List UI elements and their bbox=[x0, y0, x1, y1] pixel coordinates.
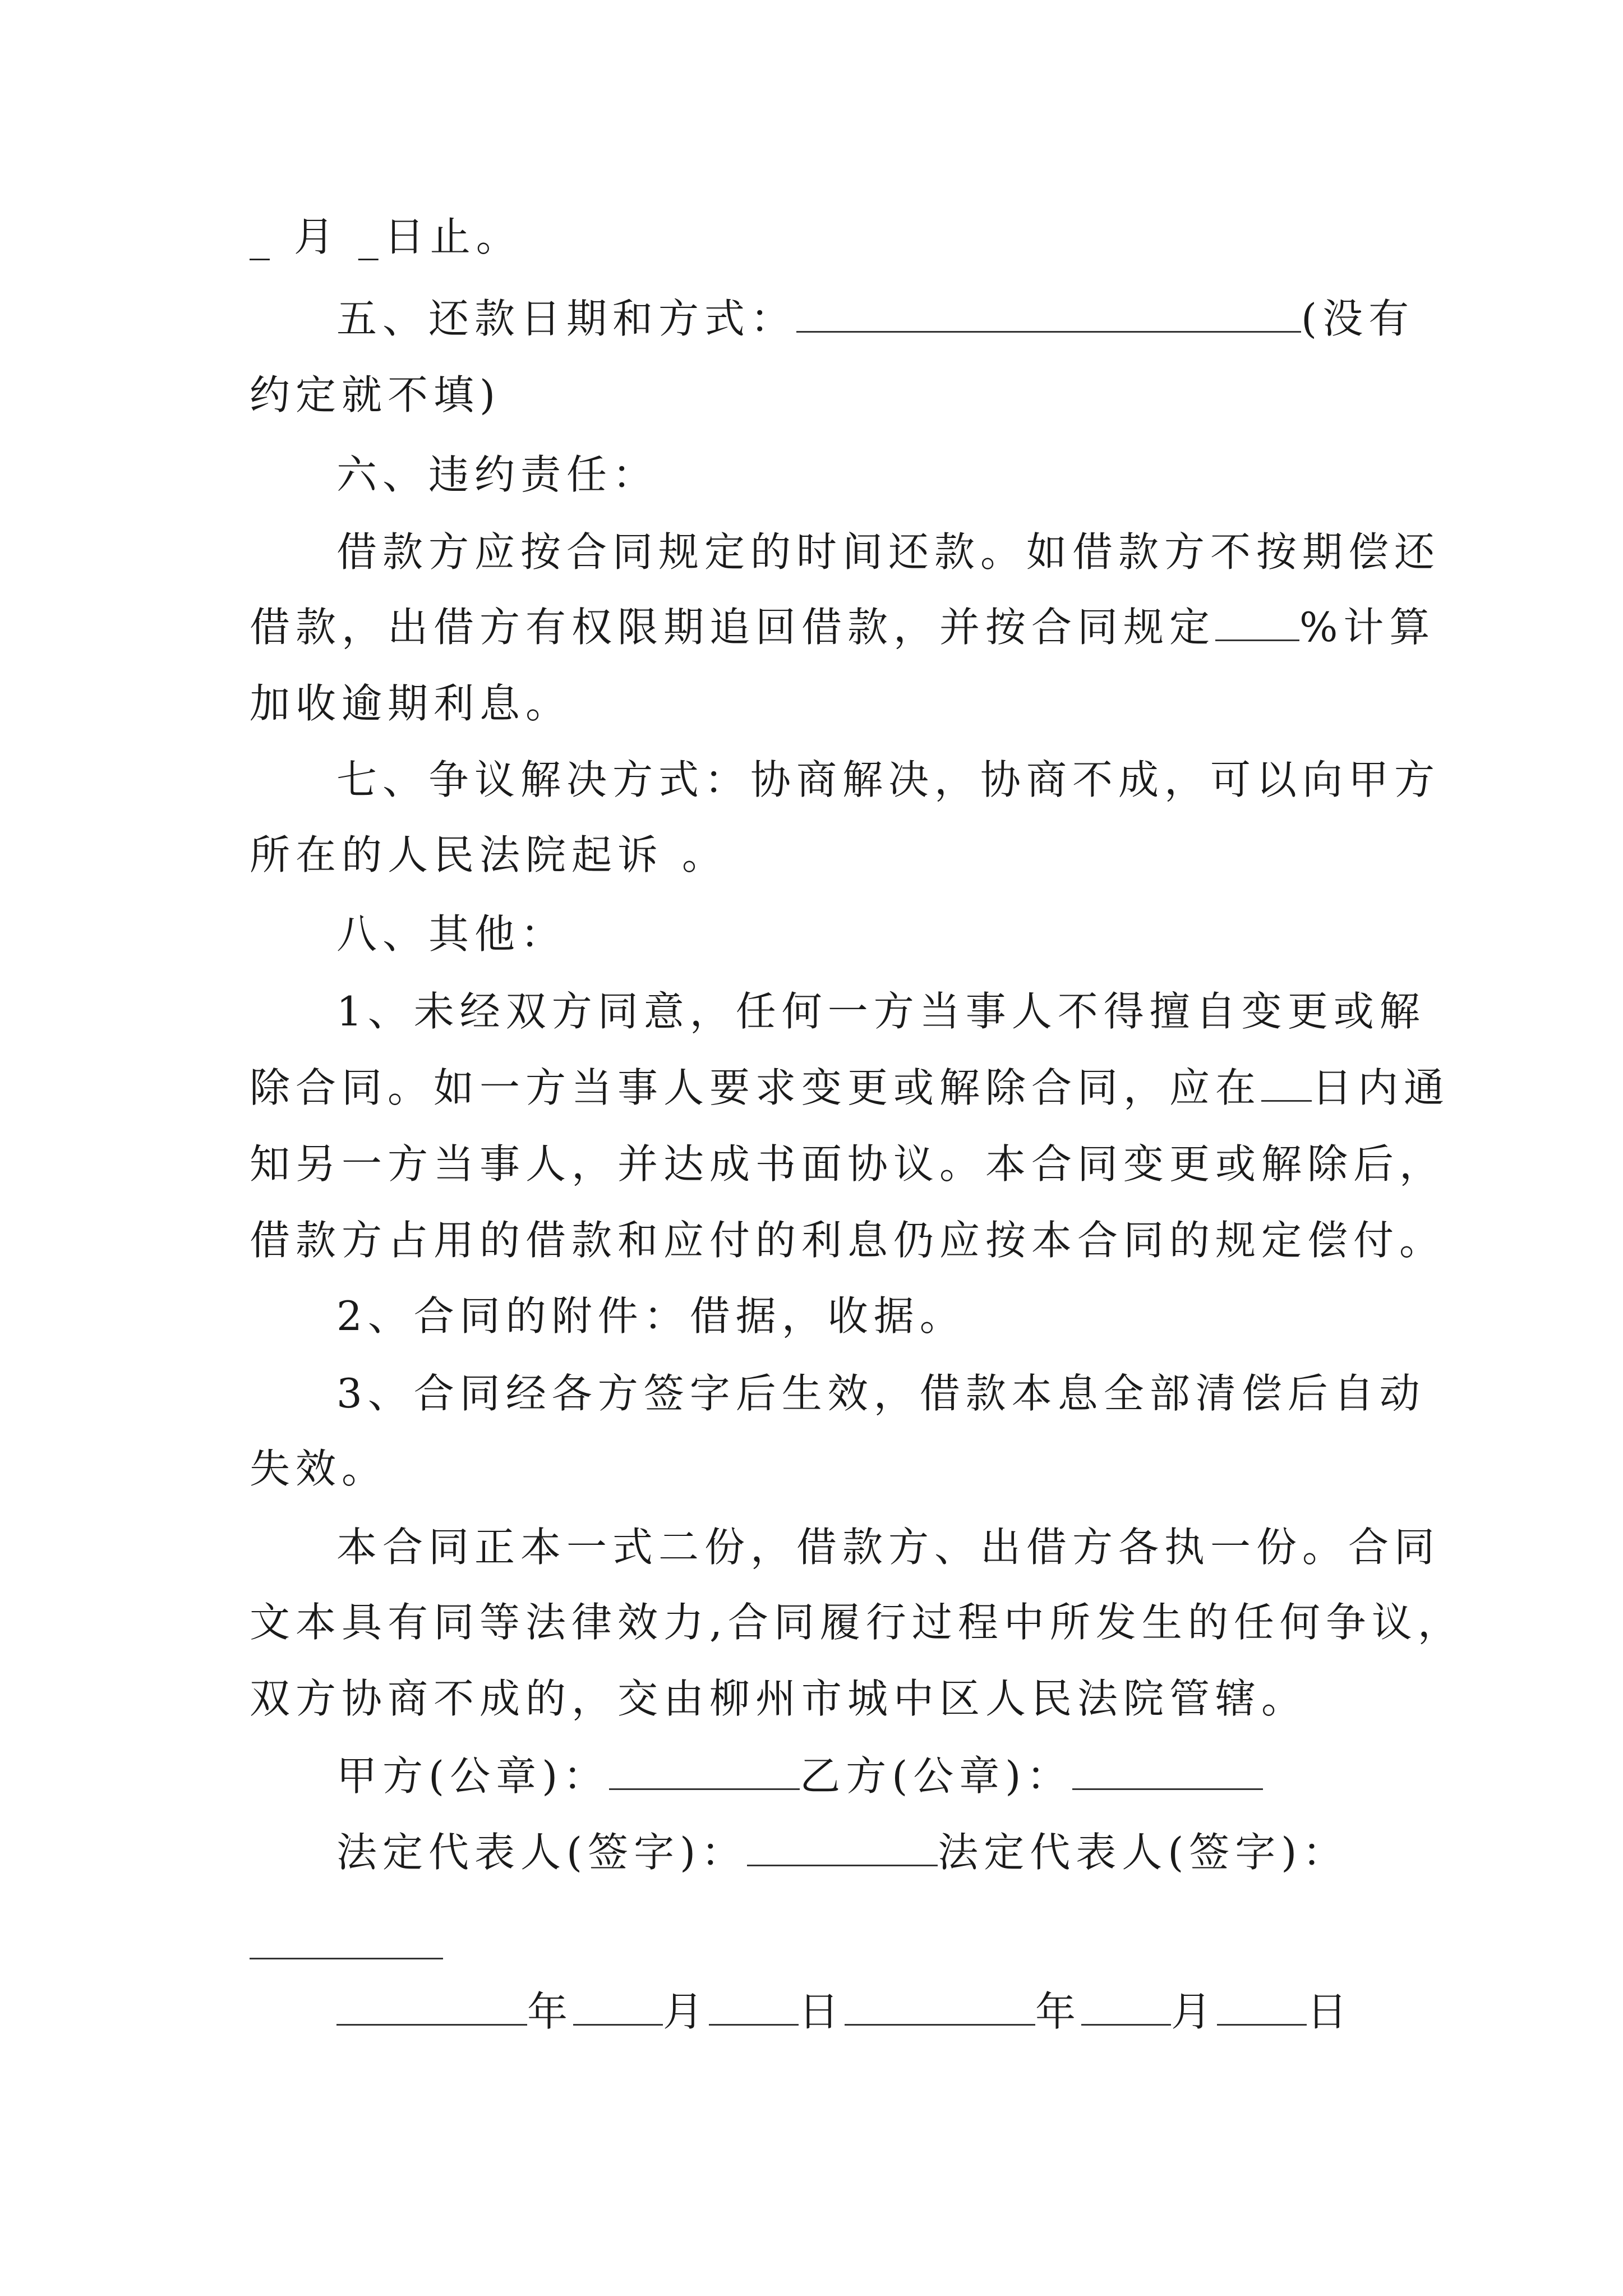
year-label: 年 bbox=[1035, 1988, 1082, 2035]
party-b-rep-label: 法定代表人(签字)： bbox=[938, 1829, 1349, 1876]
text-fragment: 双方协商不成的，交由柳州市城中区人民法院管辖。 bbox=[250, 1675, 1308, 1722]
party-b-seal-field[interactable] bbox=[1072, 1754, 1263, 1790]
text-fragment: 本合同正本一式二份，借款方、出借方各执一份。合同 bbox=[336, 1524, 1441, 1571]
text-fragment: _ 月 _日止。 bbox=[250, 213, 522, 260]
signature-line-rep bbox=[336, 1824, 1348, 1880]
text-line-16 bbox=[336, 1365, 1426, 1421]
text-line-8 bbox=[336, 752, 1440, 808]
month-label: 月 bbox=[663, 1988, 709, 2035]
day-label: 日 bbox=[1307, 1988, 1353, 2035]
text-line-17 bbox=[250, 1441, 388, 1497]
section-heading-dispute: 七、争议解决方式：协商解决，协商不成，可以向甲方 bbox=[336, 756, 1441, 803]
text-line-18 bbox=[336, 1519, 1440, 1575]
text-fragment: 约定就不填) bbox=[250, 371, 501, 418]
text-fragment: %计算 bbox=[1299, 604, 1436, 651]
text-line-6 bbox=[250, 599, 1435, 655]
text-fragment: 所在的人民法院起诉 。 bbox=[250, 831, 728, 878]
fill-blank-days[interactable] bbox=[1261, 1065, 1312, 1102]
text-fragment: 文本具有同等法律效力,合同履行过程中所发生的任何争议， bbox=[250, 1599, 1464, 1646]
fill-blank-repayment[interactable] bbox=[796, 296, 1301, 333]
text-fragment: 借款方应按合同规定的时间还款。如借款方不按期偿还 bbox=[336, 528, 1441, 576]
party-b-rep-field[interactable] bbox=[250, 1958, 443, 1959]
text-fragment: 除合同。如一方当事人要求变更或解除合同，应在 bbox=[250, 1064, 1262, 1111]
text-line-19 bbox=[250, 1594, 1464, 1650]
section-heading-repayment: 五、还款日期和方式： bbox=[336, 295, 797, 342]
text-line-13 bbox=[250, 1136, 1445, 1192]
text-line-14 bbox=[250, 1212, 1445, 1268]
section-heading-other bbox=[336, 906, 566, 962]
text-line-20 bbox=[250, 1671, 1307, 1727]
party-b-seal-label: 乙方(公章)： bbox=[800, 1752, 1073, 1800]
section-heading-liability bbox=[336, 447, 658, 503]
party-a-month-field[interactable] bbox=[573, 1989, 663, 2026]
heading-text: 八、其他： bbox=[336, 910, 567, 958]
year-label: 年 bbox=[527, 1988, 574, 2035]
text-line-15 bbox=[336, 1288, 966, 1344]
text-fragment: 日内通 bbox=[1312, 1064, 1450, 1111]
text-fragment: 知另一方当事人，并达成书面协议。本合同变更或解除后， bbox=[250, 1140, 1446, 1188]
month-label: 月 bbox=[1171, 1988, 1218, 2035]
day-label: 日 bbox=[799, 1988, 845, 2035]
date-line bbox=[336, 1984, 1353, 2040]
text-fragment: 3、合同经各方签字后生效，借款本息全部清偿后自动 bbox=[336, 1370, 1426, 1417]
text-fragment: 借款，出借方有权限期追回借款，并按合同规定 bbox=[250, 604, 1216, 651]
party-a-seal-label: 甲方(公章)： bbox=[336, 1752, 610, 1800]
heading-text: 六、违约责任： bbox=[336, 451, 659, 498]
text-line-12 bbox=[250, 1060, 1450, 1116]
text-fragment: 加收逾期利息。 bbox=[250, 680, 572, 727]
party-a-rep-field[interactable] bbox=[747, 1830, 938, 1866]
signature-line-seal bbox=[336, 1748, 1263, 1804]
text-line-7 bbox=[250, 675, 571, 731]
text-line-9 bbox=[250, 827, 728, 883]
party-b-month-field[interactable] bbox=[1081, 1989, 1171, 2026]
text-line-11 bbox=[336, 983, 1426, 1039]
party-b-year-field[interactable] bbox=[845, 1989, 1035, 2026]
text-fragment: 借款方占用的借款和应付的利息仍应按本合同的规定偿付。 bbox=[250, 1217, 1446, 1264]
fill-blank-percent[interactable] bbox=[1215, 605, 1299, 641]
text-fragment: 2、合同的附件：借据，收据。 bbox=[336, 1292, 966, 1340]
party-a-day-field[interactable] bbox=[709, 1989, 799, 2026]
party-a-rep-label: 法定代表人(签字)： bbox=[336, 1829, 748, 1876]
text-line-3 bbox=[250, 367, 501, 423]
text-line-2 bbox=[336, 291, 1414, 347]
text-fragment: 失效。 bbox=[250, 1445, 388, 1492]
party-b-day-field[interactable] bbox=[1217, 1989, 1307, 2026]
text-line-5 bbox=[336, 524, 1440, 580]
party-a-seal-field[interactable] bbox=[609, 1754, 800, 1790]
text-line-1 bbox=[250, 209, 522, 265]
party-a-year-field[interactable] bbox=[336, 1989, 527, 2026]
text-fragment: (没有 bbox=[1301, 295, 1415, 342]
text-fragment: 1、未经双方同意，任何一方当事人不得擅自变更或解 bbox=[336, 988, 1426, 1035]
